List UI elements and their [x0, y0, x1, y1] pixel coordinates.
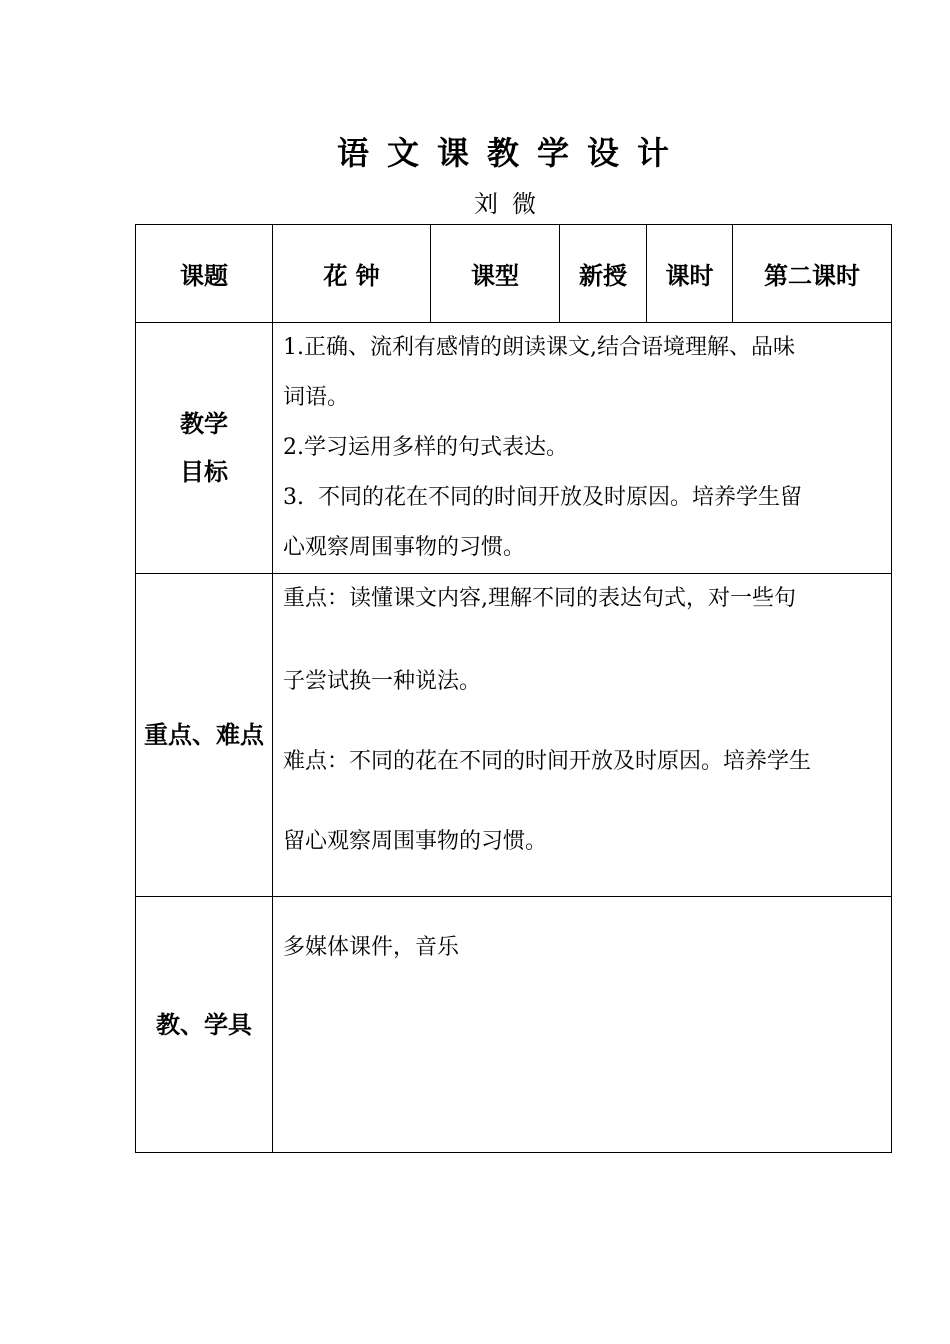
- goals-line: 1.正确、流利有感情的朗读课文,结合语境理解、品味: [283, 335, 795, 360]
- goals-row: [136, 323, 892, 574]
- goals-line: 3. 不同的花在不同的时间开放及时原因。培养学生留: [283, 485, 802, 510]
- lesson-plan-table: [135, 224, 892, 1153]
- topic-value: 花 钟: [273, 225, 431, 323]
- goals-line: 心观察周围事物的习惯。: [283, 535, 526, 560]
- key-points-line: 留心观察周围事物的习惯。: [283, 829, 548, 854]
- key-points-label: 重点、难点: [136, 574, 273, 897]
- goals-line: 词语。: [283, 385, 350, 410]
- type-label: 课型: [431, 225, 560, 323]
- header-row: [136, 225, 892, 323]
- goals-line: 2.学习运用多样的句式表达。: [283, 435, 568, 460]
- goals-label-line2: 目标: [180, 458, 228, 486]
- key-points-content: [273, 574, 892, 897]
- tools-row: [136, 897, 892, 1153]
- period-label: 课时: [647, 225, 733, 323]
- key-points-line: 难点：不同的花在不同的时间开放及时原因。培养学生: [283, 749, 812, 774]
- tools-label: 教、学具: [136, 897, 273, 1153]
- key-points-line: 重点：读懂课文内容,理解不同的表达句式，对一些句: [283, 586, 796, 611]
- tools-line: 多媒体课件，音乐: [283, 935, 460, 960]
- author-name: 刘微: [474, 190, 550, 218]
- period-value: 第二课时: [733, 225, 892, 323]
- key-points-line: 子尝试换一种说法。: [283, 669, 482, 694]
- document-title: 语文课教学设计: [336, 134, 687, 172]
- key-points-row: [136, 574, 892, 897]
- tools-content: [273, 897, 892, 1153]
- goals-label-line1: 教学: [180, 410, 228, 438]
- type-value: 新授: [560, 225, 647, 323]
- topic-label: 课题: [136, 225, 273, 323]
- goals-content: [273, 323, 892, 574]
- goals-label: [136, 323, 273, 574]
